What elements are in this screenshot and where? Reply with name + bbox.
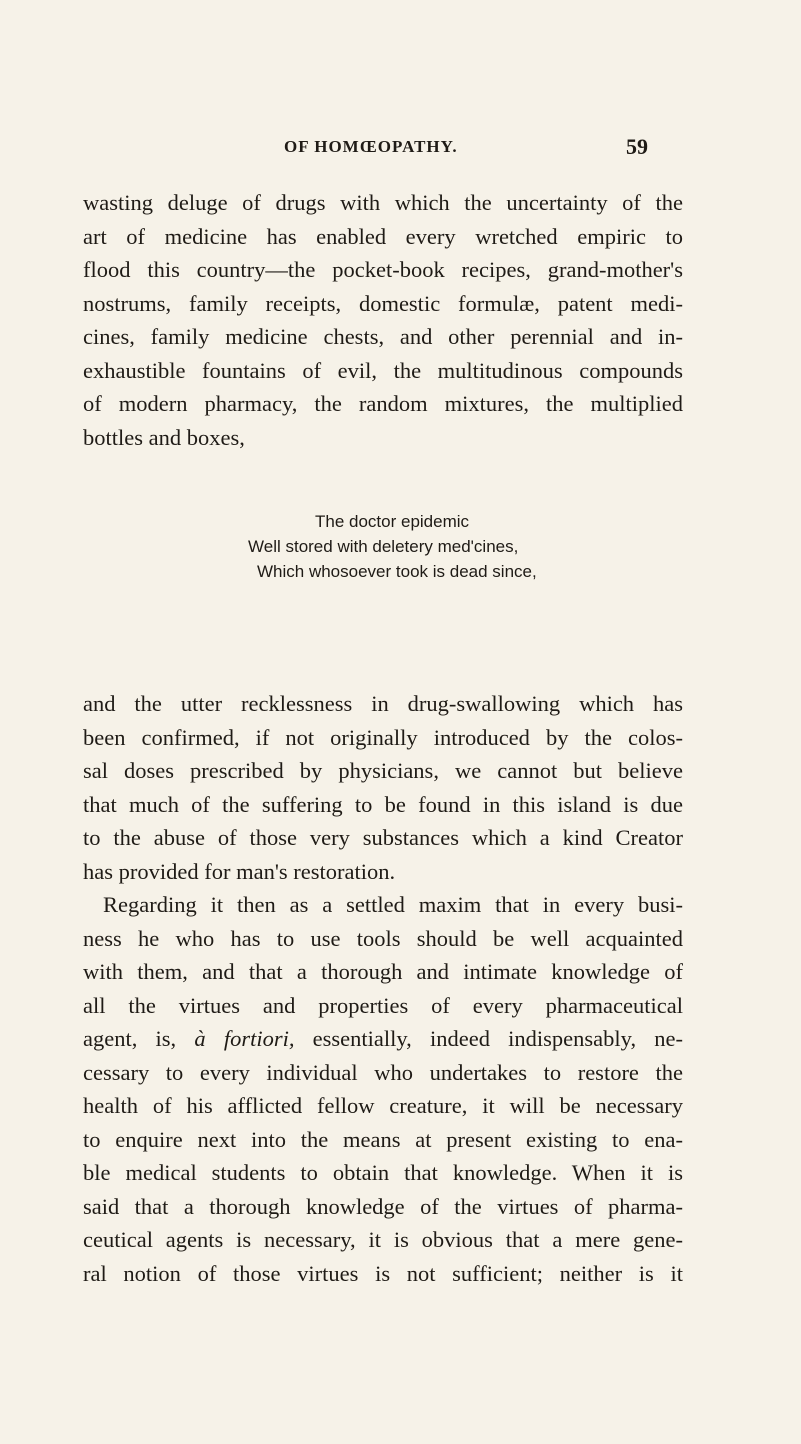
- text-line: Regarding it then as a settled maxim that in every busi-: [103, 892, 683, 917]
- page-number: 59: [626, 134, 648, 159]
- paragraph-1: [83, 186, 683, 454]
- text-line: ceutical agents is necessary, it is obvious that a mere gene-: [83, 1227, 683, 1252]
- text-line: ness he who has to use tools should be well acquainted: [83, 925, 683, 951]
- text-line: been confirmed, if not originally introduced by the colos-: [83, 724, 683, 750]
- text-line: health of his afflicted fellow creature, it will be necessary: [83, 1093, 683, 1118]
- running-head: [0, 134, 801, 167]
- text-line: has provided for man's restoration.: [83, 858, 396, 884]
- text-line: all the virtues and properties of every pharmaceutical: [83, 992, 683, 1018]
- text-line: sal doses prescribed by physicians, we cannot but believe: [83, 758, 683, 783]
- text-line: [83, 1022, 683, 1056]
- verse-line: Well stored with deletery med'cines,: [248, 537, 519, 556]
- verse-line: Which whosoever took is dead since,: [257, 562, 537, 581]
- text-run: essentially, indeed indispensably, ne-: [294, 1026, 683, 1051]
- text-line: bottles and boxes,: [83, 424, 245, 450]
- verse-line: The doctor epidemic: [315, 512, 470, 531]
- text-line: with them, and that a thorough and intimate knowledge of: [83, 959, 683, 984]
- text-line: art of medicine has enabled every wretched empiric to: [83, 223, 683, 249]
- text-line: wasting deluge of drugs with which the uncertainty of the: [83, 190, 683, 215]
- text-line: exhaustible fountains of evil, the multitudinous compounds: [83, 357, 683, 383]
- paragraph-2: [83, 687, 683, 1290]
- text-line: said that a thorough knowledge of the virtues of pharma-: [83, 1193, 683, 1219]
- text-line: ral notion of those virtues is not sufficient; neither is it: [83, 1260, 683, 1286]
- text-line: of modern pharmacy, the random mixtures, the multiplied: [83, 391, 683, 416]
- text-line: to the abuse of those very substances which a kind Creator: [83, 825, 683, 850]
- text-run: agent, is,: [83, 1026, 195, 1051]
- italic-phrase: à fortiori,: [194, 1026, 295, 1051]
- text-line: cines, family medicine chests, and other perennial and in-: [83, 324, 683, 349]
- text-line: that much of the suffering to be found in this island is due: [83, 791, 683, 817]
- text-line: cessary to every individual who undertakes to restore the: [83, 1059, 683, 1085]
- text-line: flood this country—the pocket-book recipes, grand-mother's: [83, 257, 683, 282]
- running-title: OF HOMŒOPATHY.: [284, 137, 458, 156]
- text-line: and the utter recklessness in drug-swallowing which has: [83, 691, 683, 716]
- text-line: nostrums, family receipts, domestic formulæ, patent medi-: [83, 290, 683, 316]
- text-line: ble medical students to obtain that knowledge. When it is: [83, 1160, 683, 1185]
- text-line: to enquire next into the means at present existing to ena-: [83, 1126, 683, 1152]
